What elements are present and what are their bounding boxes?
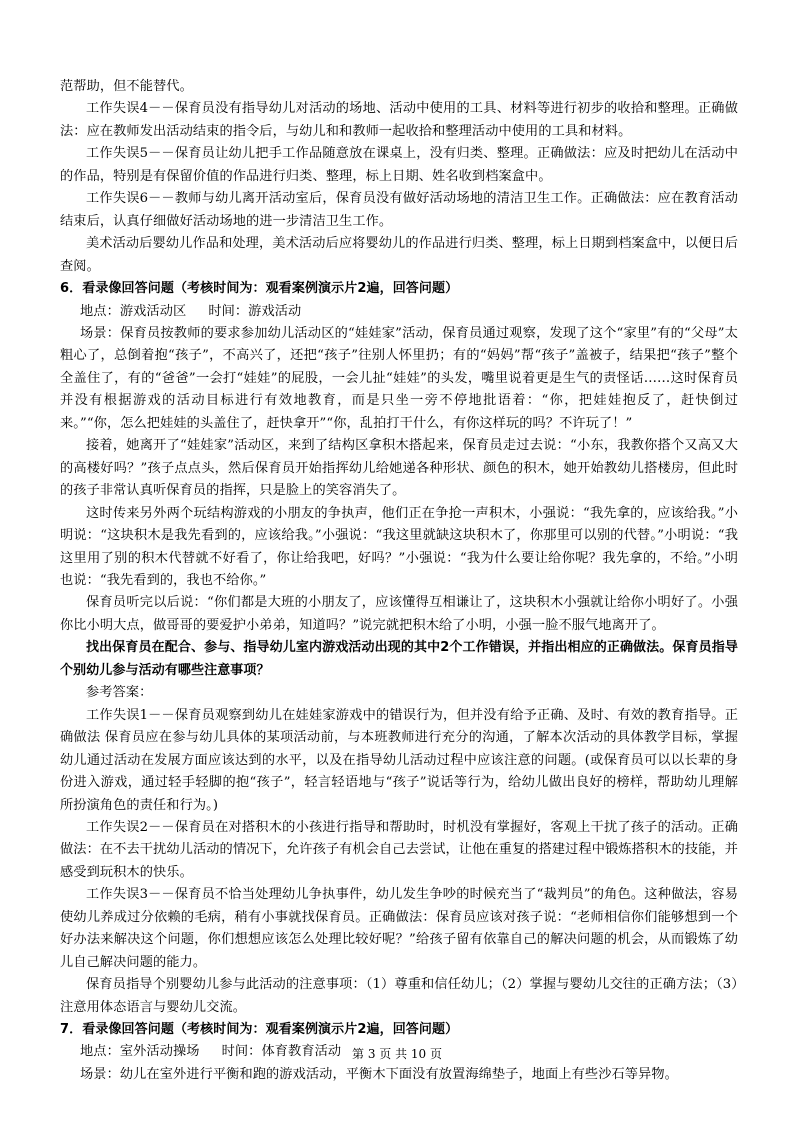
meta-time: 时间：游戏活动 <box>208 303 302 319</box>
paragraph-notes-6: 保育员指导个别婴幼儿参与此活动的注意事项：（1）尊重和信任幼儿；（2）掌握与婴幼儿交往的正确方法；（3）注意用体态语言与婴幼儿交流。 <box>60 977 738 1015</box>
document-body <box>60 76 738 1086</box>
meta-time: 时间：体育教育活动 <box>221 1044 342 1060</box>
meta-place: 地点：游戏活动区 <box>80 303 187 319</box>
question-6: 找出保育员在配合、参与、指导幼儿室内游戏活动出现的其中2个工作错误，并指出相应的正确做法。保育员指导个别幼儿参与活动有哪些注意事项？ <box>60 640 738 678</box>
section-heading-6: 6．看录像回答问题（考核时间为：观看案例演示片2遍，回答问题） <box>60 281 459 297</box>
paragraph-scene-7: 场景：幼儿在室外进行平衡和跑的游戏活动，平衡木下面没有放置海绵垫子，地面上有些沙石等异物。 <box>80 1066 678 1082</box>
paragraph-error-6: 工作失误6－－教师与幼儿离开活动室后，保育员没有做好活动场地的清洁卫生工作。正确做法：应在教育活动结束后，认真仔细做好活动场地的进一步清洁卫生工作。 <box>60 191 738 229</box>
paragraph-answer-error-1: 工作失误1－－保育员观察到幼儿在娃娃家游戏中的错误行为，但并没有给予正确、及时、有效的教育指导。正确做法 保育员应在参与幼儿具体的某项活动前，与本班教师进行充分的沟通，了解本次活动的具体教学目标，掌握幼儿通过活动在发展方面应该达到的水平，以及在指导幼儿活动过程中应该注意的问题。(或保育员可以以长辈的身份进入游戏，通过轻手轻脚的抱“孩子”，轻言轻语地与“孩子”说话等行为，给幼儿做出良好的榜样，帮助幼儿理解所扮演角色的责任和行为。) <box>60 707 738 813</box>
page-footer: 第 3 页 共 10 页 <box>352 1047 442 1061</box>
meta-line-6 <box>60 301 738 323</box>
meta-place: 地点：室外活动操场 <box>80 1044 200 1060</box>
paragraph-art-works: 美术活动后婴幼儿作品和处理，美术活动后应将婴幼儿的作品进行归类、整理，标上日期到档案盒中，以便日后查阅。 <box>60 236 738 274</box>
paragraph-scene-6b: 接着，她离开了“娃娃家”活动区，来到了结构区拿积木搭起来，保育员走过去说：“小东，我教你搭个又高又大的高楼好吗？”孩子点点头，然后保育员开始指挥幼儿给她递各种形状、颜色的积木，她开始教幼儿搭楼房，但此时的孩子非常认真听保育员的指挥，只是脸上的笑容消失了。 <box>60 438 738 499</box>
paragraph-continuation: 范帮助，但不能替代。 <box>60 79 193 94</box>
paragraph-scene-6d: 保育员听完以后说：“你们都是大班的小朋友了，应该懂得互相谦让了，这块积木小强就让给你小明好了。小强你比小明大点，做哥哥的要爱护小弟弟，知道吗？”说完就把积木给了小明，小强一脸不服气地离开了。 <box>60 595 738 633</box>
section-heading-7: 7．看录像回答问题（考核时间为：观看案例演示片2遍，回答问题） <box>60 1022 459 1038</box>
paragraph-error-4: 工作失误4－－保育员没有指导幼儿对活动的场地、活动中使用的工具、材料等进行初步的收拾和整理。正确做法：应在教师发出活动结束的指令后，与幼儿和和教师一起收拾和整理活动中使用的工具和材料。 <box>60 101 738 139</box>
paragraph-scene-6: 场景：保育员按教师的要求参加幼儿活动区的“娃娃家”活动，保育员通过观察，发现了这个“家里”有的“父母”太粗心了，总倒着抱“孩子”，不高兴了，还把“孩子”往别人怀里扔；有的“妈妈”帮“孩子”盖被子，结果把“孩子”整个全盖住了，有的“爸爸”一会打“娃娃”的屁股，一会儿扯“娃娃”的头发，嘴里说着更是生气的责怪话……这时保育员并没有根据游戏的活动目标进行有效地教育，而是只坐一旁不停地批语着：“你，把娃娃抱反了，赶快倒过来。”“你，怎么把娃娃的头盖住了，赶快拿开”“你，乱拍打干什么，有你这样玩的吗？不许玩了！” <box>60 325 738 431</box>
answer-label-6: 参考答案： <box>86 685 153 701</box>
paragraph-answer-error-2: 工作失误2－－保育员在对搭积木的小孩进行指导和帮助时，时机没有掌握好，客观上干扰了孩子的活动。正确做法：在不去干扰幼儿活动的情况下，允许孩子有机会自己去尝试，让他在重复的搭建过程中锻炼搭积木的技能，并感受到玩积木的快乐。 <box>60 819 738 880</box>
paragraph-scene-6c: 这时传来另外两个玩结构游戏的小朋友的争执声，他们正在争抢一声积木，小强说：“我先拿的，应该给我。”小明说：“这块积木是我先看到的，应该给我。”小强说：“我这里就缺这块积木了，你那里可以别的代替。”小明说：“我这里用了别的积木代替就不好看了，你让给我吧，好吗？”小强说：“我为什么要让给你呢？我先拿的，不给。”小明也说：“我先看到的，我也不给你。” <box>60 505 738 588</box>
paragraph-answer-error-3: 工作失误3－－保育员不恰当处理幼儿争执事件，幼儿发生争吵的时候充当了“裁判员”的角色。这种做法，容易使幼儿养成过分依赖的毛病，稍有小事就找保育员。正确做法：保育员应该对孩子说：“老师相信你们能够想到一个好办法来解决这个问题，你们想想应该怎么处理比较好呢？”给孩子留有依靠自己的解决问题的机会，从而锻炼了幼儿自己解决问题的能力。 <box>60 887 738 970</box>
paragraph-error-5: 工作失误5－－保育员让幼儿把手工作品随意放在课桌上，没有归类、整理。正确做法：应及时把幼儿在活动中的作品，特别是有保留价值的作品进行归类、整理，标上日期、姓名收到档案盒中。 <box>60 146 738 184</box>
